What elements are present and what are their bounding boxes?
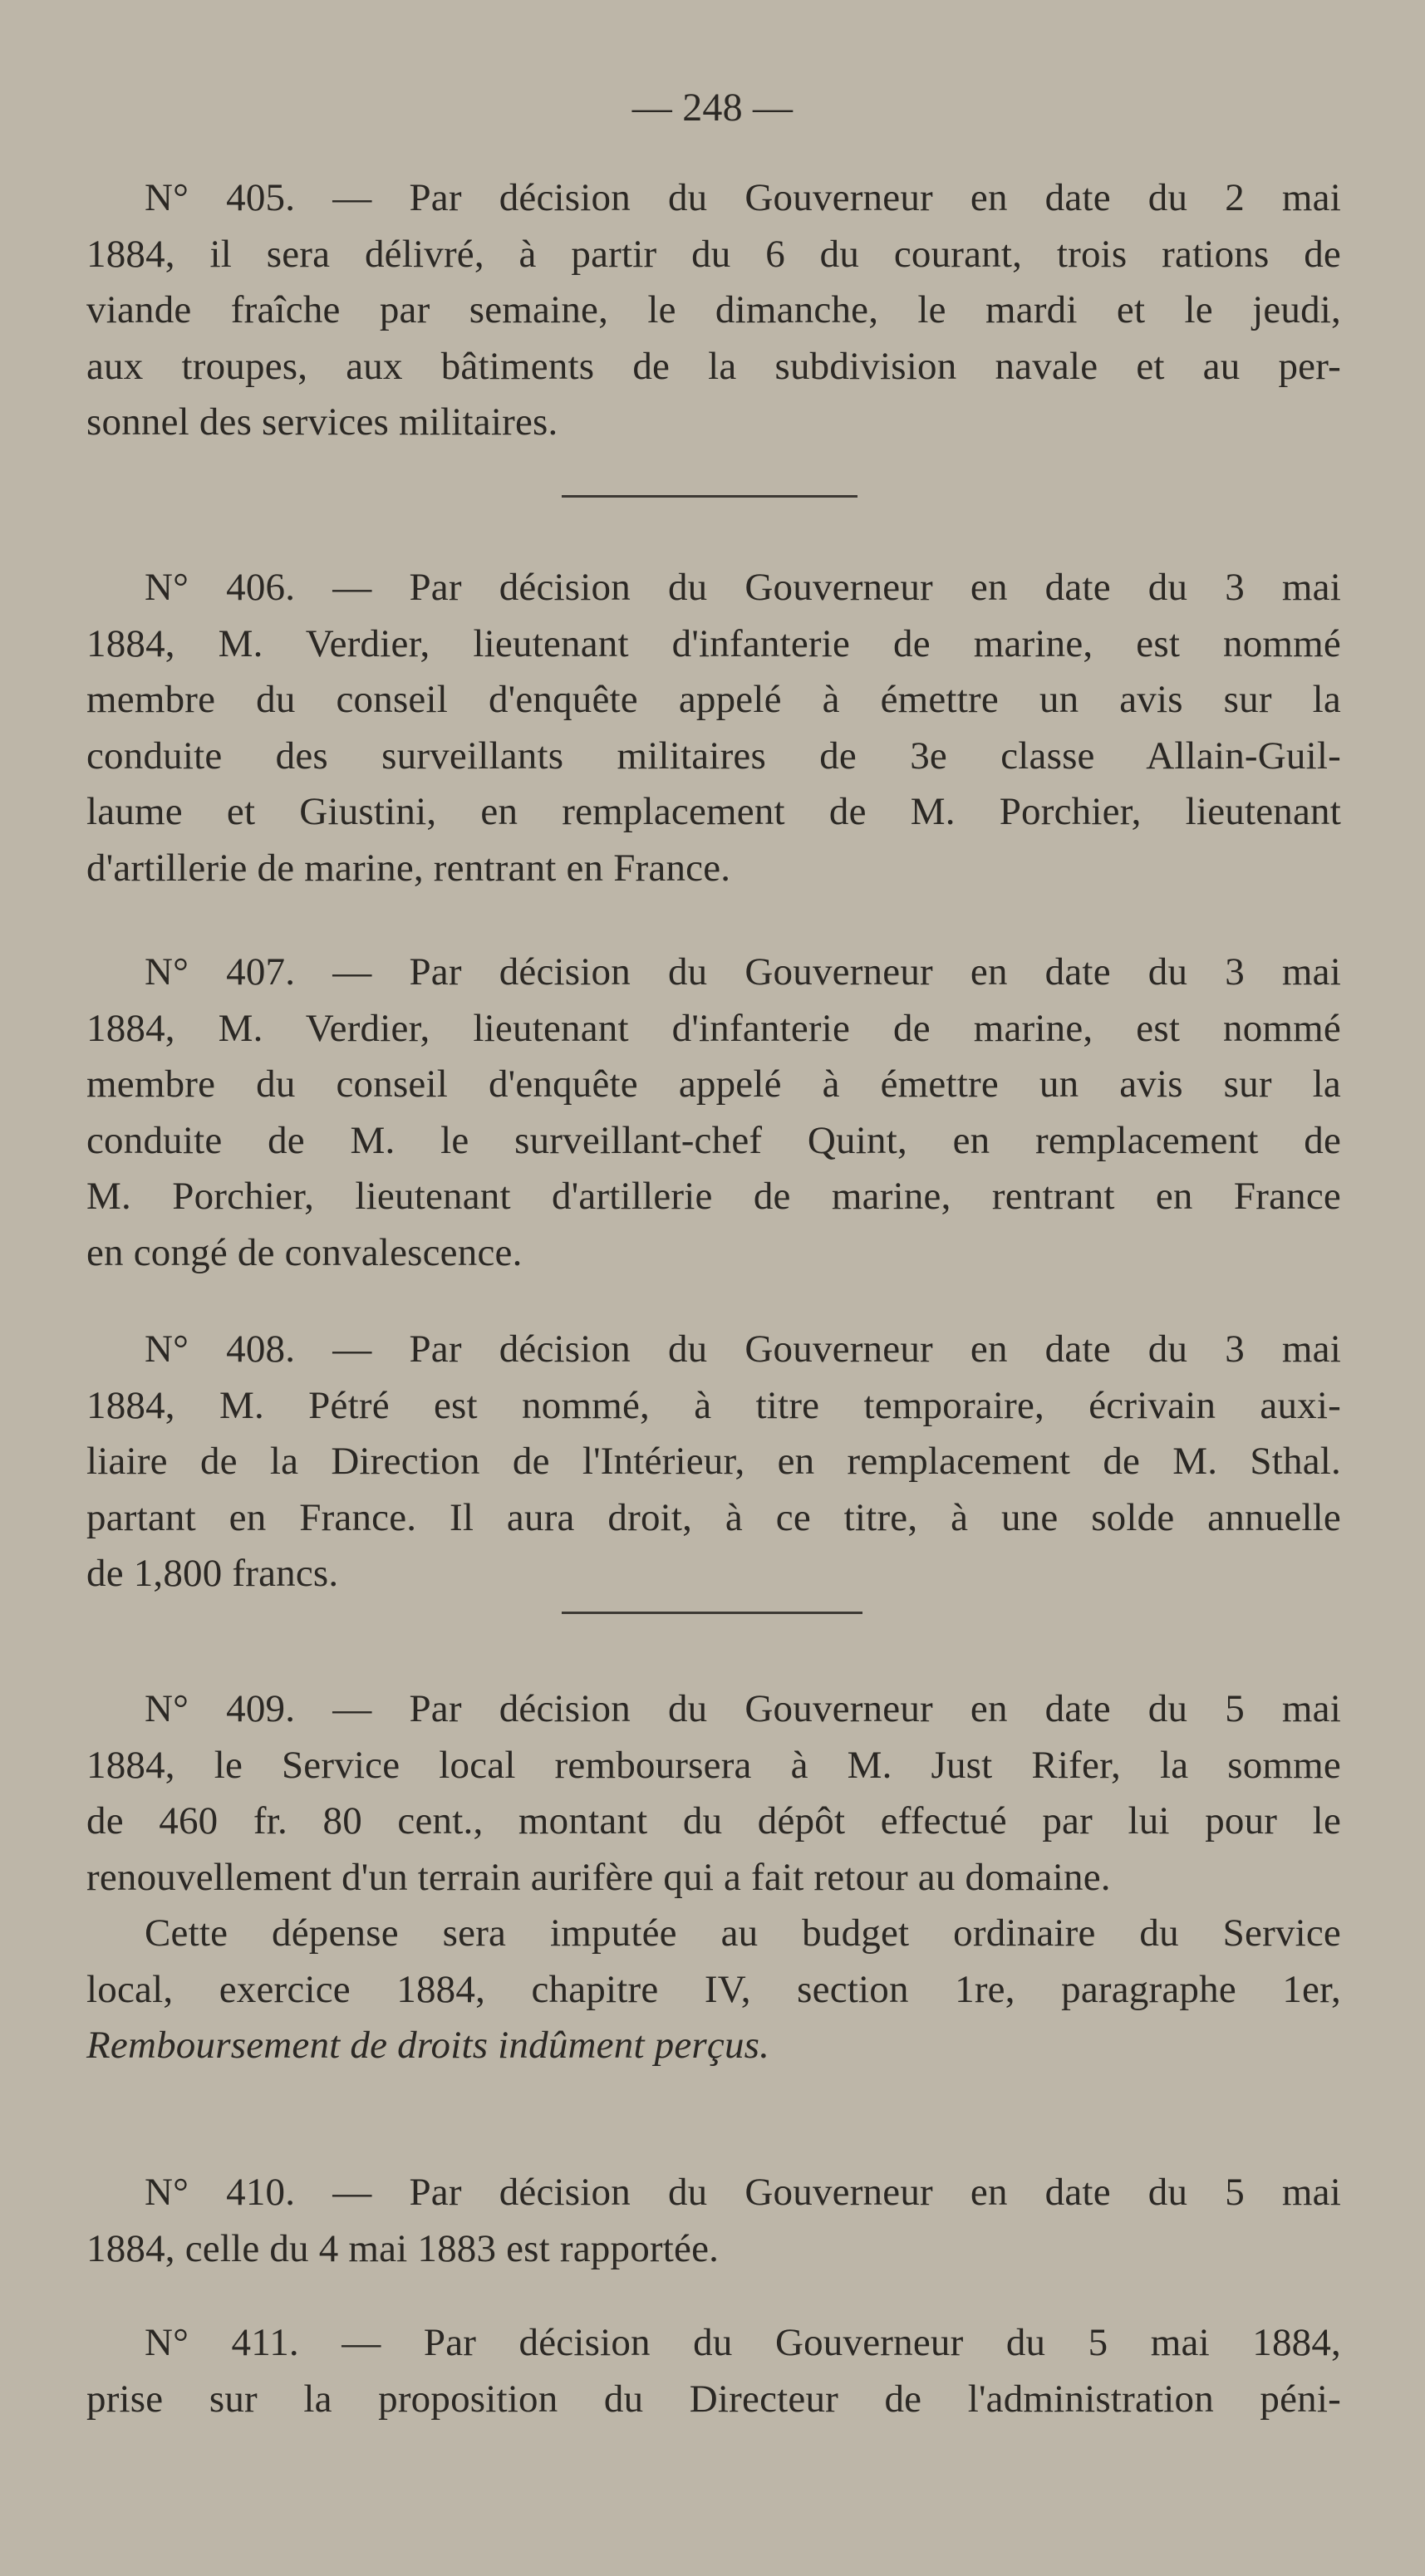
text-line: N° 408. — Par décision du Gouverneur en date du 3 mai bbox=[145, 1327, 1341, 1371]
text-line: 1884, il sera délivré, à partir du 6 du courant, trois rations de bbox=[86, 232, 1341, 276]
entry-408 bbox=[86, 1322, 1341, 1602]
text-line: laume et Giustini, en remplacement de M. Porchier, lieutenant bbox=[86, 790, 1341, 833]
text-line: N° 407. — Par décision du Gouverneur en date du 3 mai bbox=[145, 950, 1341, 994]
text-line: N° 406. — Par décision du Gouverneur en date du 3 mai bbox=[145, 566, 1341, 609]
text-line: 1884, M. Verdier, lieutenant d'infanterie de marine, est nommé bbox=[86, 1006, 1341, 1050]
text-line: Cette dépense sera imputée au budget ordinaire du Service bbox=[145, 1911, 1341, 1955]
paragraph bbox=[86, 170, 1341, 451]
text-line: renouvellement d'un terrain aurifère qui a fait retour au domaine. bbox=[86, 1855, 1111, 1899]
paragraph bbox=[86, 560, 1341, 896]
text-line: 1884, M. Verdier, lieutenant d'infanterie de marine, est nommé bbox=[86, 621, 1341, 665]
paragraph bbox=[86, 2165, 1341, 2277]
text-line: liaire de la Direction de l'Intérieur, en remplacement de M. Sthal. bbox=[86, 1440, 1341, 1483]
text-line: N° 409. — Par décision du Gouverneur en date du 5 mai bbox=[145, 1687, 1341, 1730]
paragraph bbox=[86, 2315, 1341, 2427]
text-line: N° 410. — Par décision du Gouverneur en date du 5 mai bbox=[145, 2171, 1341, 2214]
entry-405 bbox=[86, 170, 1341, 451]
text-line: partant en France. Il aura droit, à ce titre, à une solde annuelle bbox=[86, 1495, 1341, 1539]
text-line: prise sur la proposition du Directeur de l'administration péni- bbox=[86, 2377, 1341, 2421]
text-line: de 460 fr. 80 cent., montant du dépôt effectué par lui pour le bbox=[86, 1799, 1341, 1842]
italic-text-line: Remboursement de droits indûment perçus. bbox=[86, 2024, 770, 2067]
text-line: membre du conseil d'enquête appelé à émettre un avis sur la bbox=[86, 678, 1341, 721]
text-line: local, exercice 1884, chapitre IV, section 1re, paragraphe 1er, bbox=[86, 1967, 1341, 2011]
text-line: M. Porchier, lieutenant d'artillerie de marine, rentrant en France bbox=[86, 1175, 1341, 1218]
separator-rule bbox=[562, 1612, 862, 1614]
page-number: — 248 — bbox=[631, 86, 794, 130]
text-line: 1884, le Service local remboursera à M. Just Rifer, la somme bbox=[86, 1743, 1341, 1787]
text-line: sonnel des services militaires. bbox=[86, 400, 558, 444]
text-line: d'artillerie de marine, rentrant en France. bbox=[86, 846, 731, 890]
entry-411 bbox=[86, 2315, 1341, 2427]
text-line: conduite de M. le surveillant-chef Quint, en remplacement de bbox=[86, 1118, 1341, 1162]
text-line: de 1,800 francs. bbox=[86, 1552, 339, 1595]
paragraph bbox=[86, 1322, 1341, 1602]
separator-rule bbox=[562, 495, 857, 498]
text-line: N° 411. — Par décision du Gouverneur du 5 mai 1884, bbox=[145, 2321, 1341, 2364]
text-line: en congé de convalescence. bbox=[86, 1230, 523, 1274]
text-line: membre du conseil d'enquête appelé à émettre un avis sur la bbox=[86, 1062, 1341, 1106]
paragraph bbox=[86, 1681, 1341, 1906]
text-line: 1884, celle du 4 mai 1883 est rapportée. bbox=[86, 2226, 720, 2270]
text-line: viande fraîche par semaine, le dimanche, le mardi et le jeudi, bbox=[86, 288, 1341, 331]
text-line: 1884, M. Pétré est nommé, à titre temporaire, écrivain auxi- bbox=[86, 1383, 1341, 1427]
text-line: aux troupes, aux bâtiments de la subdivision navale et au per- bbox=[86, 344, 1341, 388]
entry-409 bbox=[86, 1681, 1341, 2074]
text-line: conduite des surveillants militaires de 3e classe Allain-Guil- bbox=[86, 734, 1341, 778]
paragraph-continuation bbox=[86, 1906, 1341, 2074]
entry-406 bbox=[86, 560, 1341, 896]
entry-410 bbox=[86, 2165, 1341, 2277]
entry-407 bbox=[86, 945, 1341, 1281]
text-line: N° 405. — Par décision du Gouverneur en date du 2 mai bbox=[145, 176, 1341, 219]
paragraph bbox=[86, 945, 1341, 1281]
